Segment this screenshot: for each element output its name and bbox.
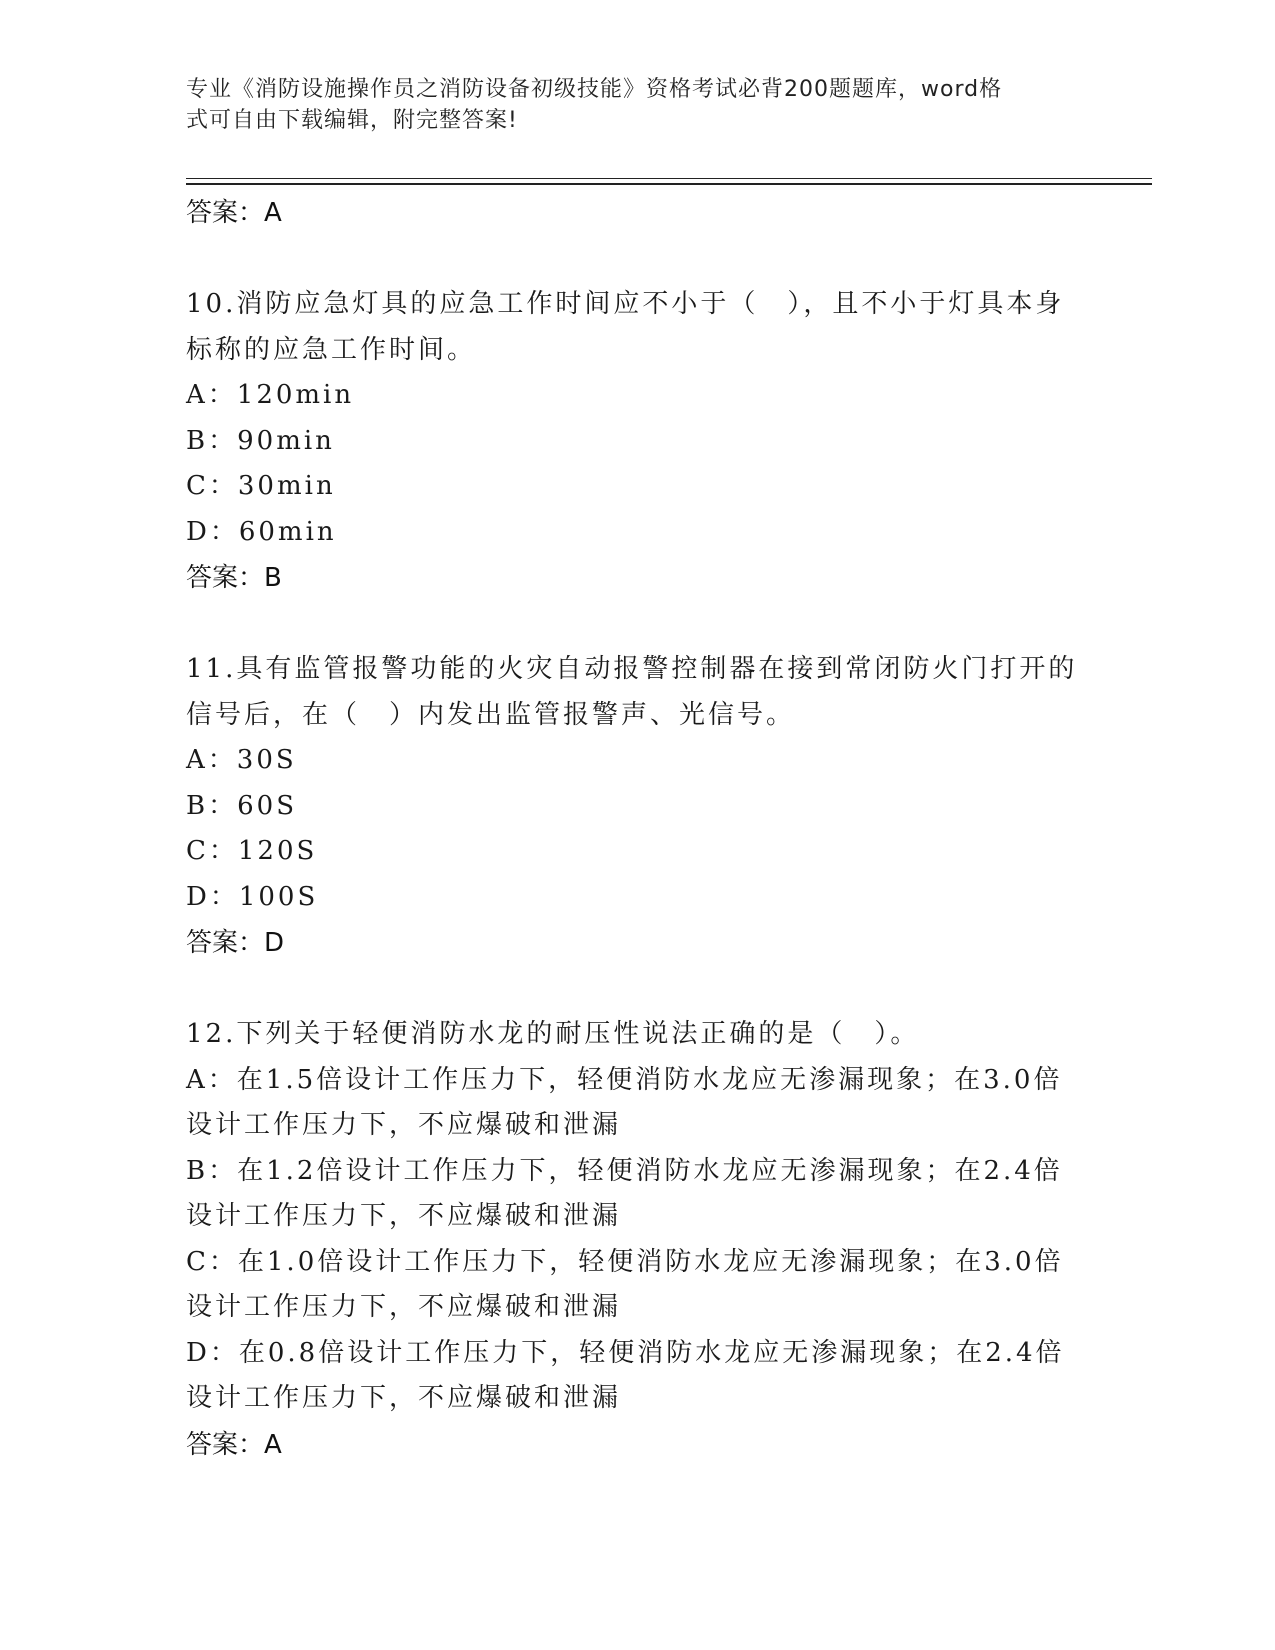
answer-q10: 答案：B xyxy=(186,563,282,593)
question-12-stem: 12.下列关于轻便消防水龙的耐压性说法正确的是（ ）。 xyxy=(186,1019,920,1049)
question-10 xyxy=(186,282,1086,601)
question-11 xyxy=(186,647,1086,966)
question-12-option-b-line-1: B：在1.2倍设计工作压力下，轻便消防水龙应无渗漏现象；在2.4倍 xyxy=(186,1155,1063,1186)
question-12 xyxy=(186,1012,1086,1468)
header-rule-thin xyxy=(186,178,1152,179)
question-12-option-a-line-1: A：在1.5倍设计工作压力下，轻便消防水龙应无渗漏现象；在3.0倍 xyxy=(186,1064,1063,1095)
question-12-option-b-line-2: 设计工作压力下，不应爆破和泄漏 xyxy=(186,1201,622,1231)
question-12-option-d-line-1: D：在0.8倍设计工作压力下，轻便消防水龙应无渗漏现象；在2.4倍 xyxy=(186,1337,1065,1368)
question-12-option-c-line-2: 设计工作压力下，不应爆破和泄漏 xyxy=(186,1292,622,1322)
question-10-option-b: B：90min xyxy=(186,425,335,456)
answer-q11: 答案：D xyxy=(186,928,285,958)
question-12-option-d-line-2: 设计工作压力下，不应爆破和泄漏 xyxy=(186,1383,622,1413)
header-line-1: 专业《消防设施操作员之消防设备初级技能》资格考试必背200题题库，word格 xyxy=(186,77,1003,102)
answer-q12: 答案：A xyxy=(186,1429,282,1460)
question-11-stem-line-1: 11.具有监管报警功能的火灾自动报警控制器在接到常闭防火门打开的 xyxy=(186,654,1078,684)
question-12-option-a-line-2: 设计工作压力下，不应爆破和泄漏 xyxy=(186,1110,622,1140)
question-11-option-d: D：100S xyxy=(186,881,319,912)
header-rule-thick xyxy=(186,183,1152,185)
question-10-stem-line-2: 标称的应急工作时间。 xyxy=(186,334,477,365)
question-10-option-d: D：60min xyxy=(186,516,337,547)
question-list xyxy=(186,190,1086,1468)
question-10-option-a: A：120min xyxy=(186,380,355,410)
question-10-stem-line-1: 10.消防应急灯具的应急工作时间应不小于（ ），且不小于灯具本身 xyxy=(186,289,1065,319)
page-header xyxy=(186,74,1066,136)
question-12-option-c-line-1: C：在1.0倍设计工作压力下，轻便消防水龙应无渗漏现象；在3.0倍 xyxy=(186,1246,1064,1277)
question-11-option-c: C：120S xyxy=(186,836,318,866)
header-line-2: 式可自由下载编辑，附完整答案! xyxy=(186,108,518,133)
question-11-option-b: B：60S xyxy=(186,790,298,821)
question-11-stem-line-2: 信号后，在（ ）内发出监管报警声、光信号。 xyxy=(186,699,796,730)
answer-q9: 答案：A xyxy=(186,198,282,228)
question-10-option-c: C：30min xyxy=(186,471,336,501)
question-11-option-a: A：30S xyxy=(186,745,297,775)
